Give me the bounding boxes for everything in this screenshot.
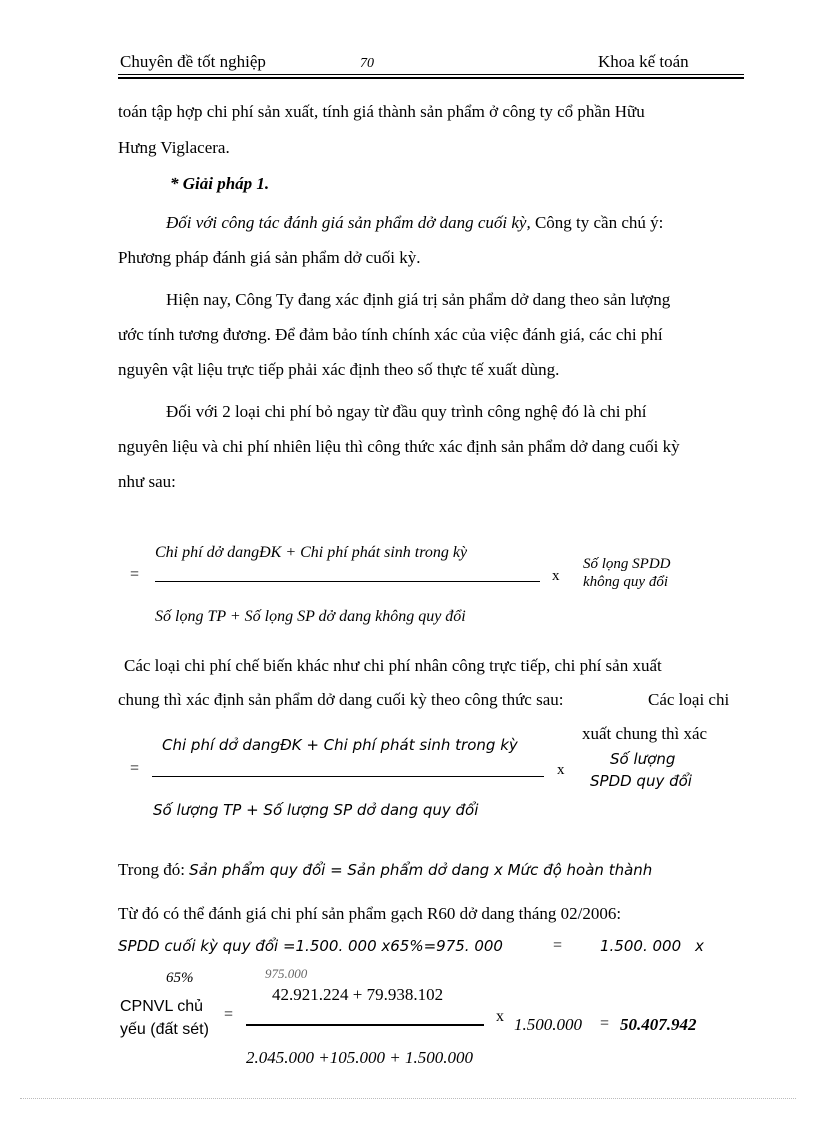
cpnvl-label-l2: yếu (đất sét) [120,1021,209,1038]
formula1-fraction-bar [155,581,540,582]
formula1-numerator: Chi phí dở dangĐK + Chi phí phát sinh trong kỳ [155,544,468,561]
paragraph-overflow: Các loại chi [648,690,730,709]
paragraph-overflow: xuất chung thì xác [582,724,708,743]
formula2-fraction-bar [152,776,544,777]
paragraph-line: Đối với 2 loại chi phí bỏ ngay từ đầu quy trình công nghệ đó là chi phí [166,402,647,421]
paragraph-line: như sau: [118,472,176,491]
formula2-right-l1: Số lượng [610,750,676,768]
paragraph-line: ước tính tương đương. Để đảm bảo tính chính xác của việc đánh giá, các chi phí [118,325,663,344]
cpnvl-numerator: 42.921.224 + 79.938.102 [272,985,444,1004]
formula2-equals: = [130,760,140,777]
paragraph-line: Phương pháp đánh giá sản phẩm dở cuối kỳ. [118,248,421,267]
header-right: Khoa kế toán [598,52,689,71]
paragraph-line: Các loại chi phí chế biến khác như chi phí nhân công trực tiếp, chi phí sản xuất [124,656,662,675]
header-left: Chuyên đề tốt nghiệp [120,52,266,71]
paragraph-line: toán tập hợp chi phí sản xuất, tính giá thành sản phẩm ở công ty cổ phần Hữu [118,102,645,121]
formula1-right-l1: Số lọng SPDD [583,556,671,572]
spdd-value: 1.500. 000 [600,937,682,955]
paragraph-line: Từ đó có thể đánh giá chi phí sản phẩm gạch R60 dở dang tháng 02/2006: [118,904,622,923]
paragraph-line [166,213,663,233]
trong-do-formula: Sản phẩm quy đổi = Sản phẩm dở dang x Mức độ hoàn thành [189,861,653,879]
header-rule-thin [118,74,744,75]
cpnvl-times: x [496,1008,504,1025]
cpnvl-qty: 1.500.000 [514,1015,582,1034]
paragraph-line: nguyên liệu và chi phí nhiên liệu thì công thức xác định sản phẩm dở dang cuối kỳ [118,437,680,456]
percent-tail: 975.000 [265,966,308,981]
paragraph-line: Hưng Viglacera. [118,138,230,157]
percent-value: 65% [166,970,194,986]
formula1-denominator: Số lọng TP + Số lọng SP dở dang không quy đổi [155,608,466,625]
spdd-equals: = [553,937,563,954]
formula1-times: x [552,568,560,584]
cpnvl-result: 50.407.942 [620,1015,697,1034]
cpnvl-label-l1: CPNVL chủ [120,998,203,1015]
paragraph-line: Hiện nay, Công Ty đang xác định giá trị sản phẩm dở dang theo sản lượng [166,290,671,309]
spdd-times: x [695,937,704,955]
page-number: 70 [360,56,374,71]
formula2-numerator: Chi phí dở dangĐK + Chi phí phát sinh trong kỳ [162,736,518,754]
header-rule-thick [118,77,744,79]
paragraph-line: chung thì xác định sản phẩm dở dang cuối kỳ theo công thức sau: [118,690,564,709]
formula1-right-l2: không quy đổi [583,574,668,590]
formula2-denominator: Số lượng TP + Số lượng SP dở dang quy đổi [153,801,479,819]
footer-divider [20,1098,796,1099]
solution-heading: * Giải pháp 1. [170,174,270,193]
cpnvl-denominator: 2.045.000 +105.000 + 1.500.000 [246,1048,473,1067]
trong-do-line [118,860,652,880]
paragraph-text: Công ty cần chú ý: [530,213,664,232]
spdd-calc: SPDD cuối kỳ quy đổi =1.500. 000 x65%=975. 000 [118,937,503,955]
paragraph-line: nguyên vật liệu trực tiếp phải xác định theo số thực tế xuất dùng. [118,360,560,379]
cpnvl-equals: = [224,1006,234,1023]
trong-do-label: Trong đó: [118,860,185,879]
formula2-right-l2: SPDD quy đổi [590,772,692,790]
formula2-times: x [557,762,565,778]
cpnvl-equals2: = [600,1015,610,1032]
paragraph-italic: Đối với công tác đánh giá sản phẩm dở dang cuối kỳ, [166,213,531,232]
formula1-equals: = [130,566,140,583]
cpnvl-fraction-bar [246,1024,484,1026]
